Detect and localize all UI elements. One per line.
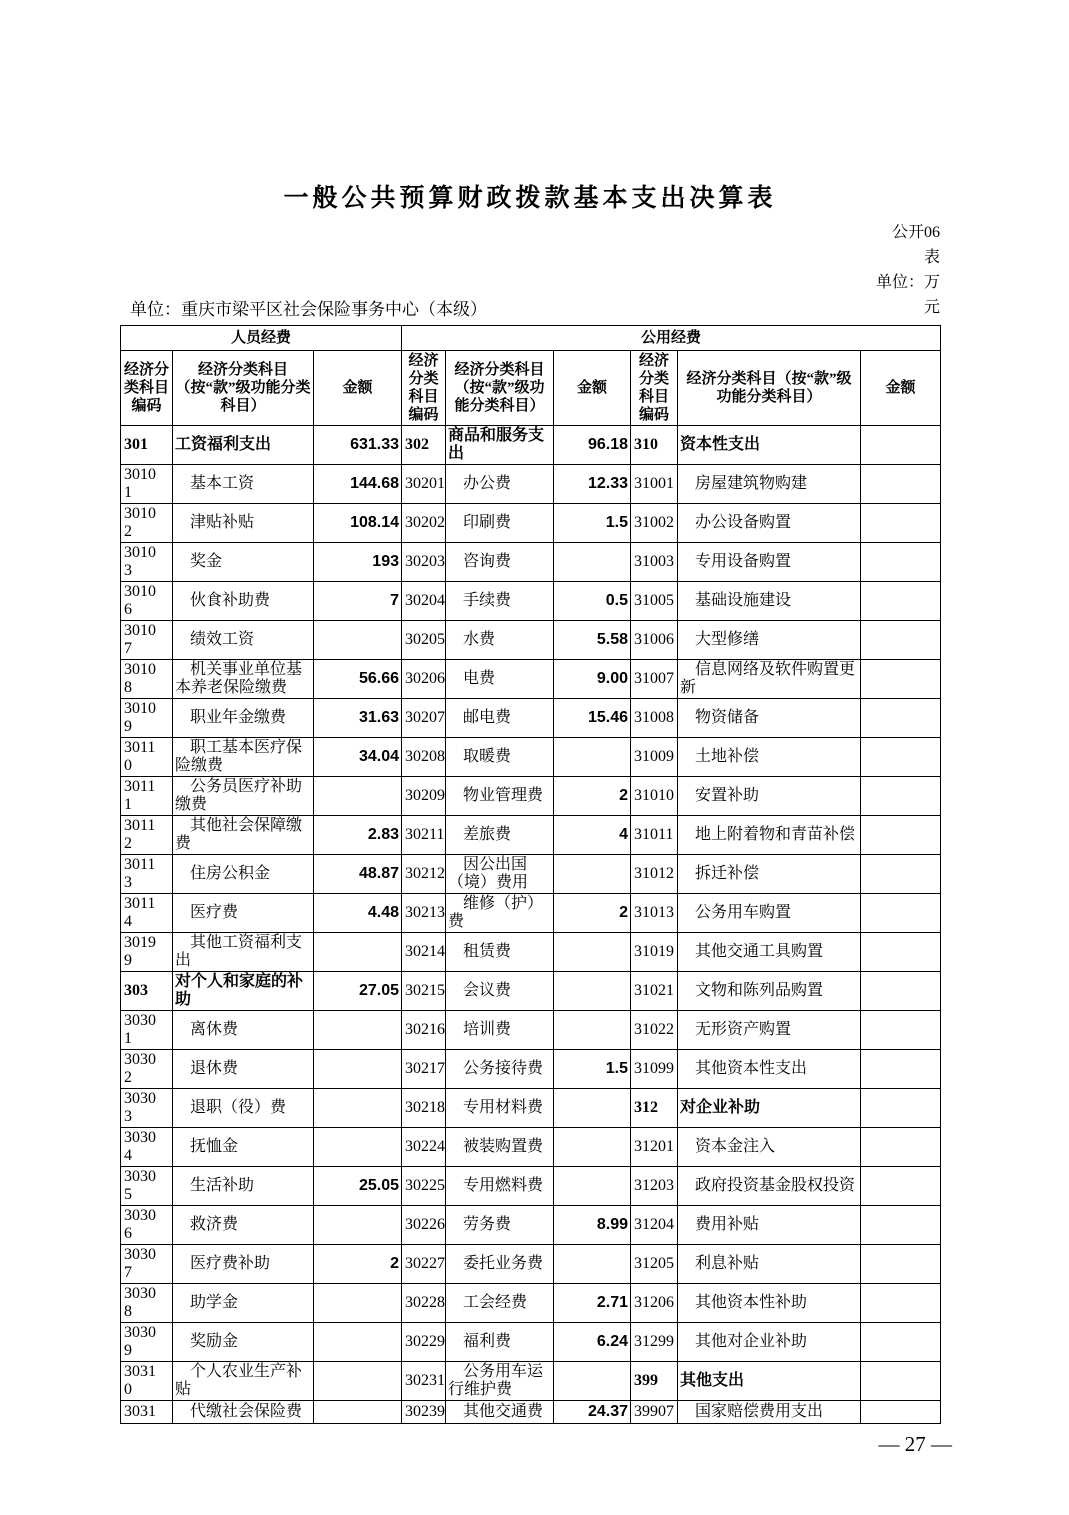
subject-cell: 津贴补贴 [173, 504, 314, 543]
code-cell: 30227 [402, 1245, 446, 1284]
code-cell: 30303 [121, 1089, 173, 1128]
subject-cell: 专用材料费 [446, 1089, 554, 1128]
subject-cell: 职业年金缴费 [173, 699, 314, 738]
code-cell: 31012 [631, 855, 678, 894]
code-cell: 30203 [402, 543, 446, 582]
code-cell: 30199 [121, 933, 173, 972]
subject-cell: 培训费 [446, 1011, 554, 1050]
amount-cell [861, 1050, 941, 1089]
subject-cell: 被装购置费 [446, 1128, 554, 1167]
code-cell: 30103 [121, 543, 173, 582]
subject-cell: 奖金 [173, 543, 314, 582]
amount-cell [861, 465, 941, 504]
code-cell: 30209 [402, 777, 446, 816]
table-row [121, 1245, 941, 1284]
code-cell: 30229 [402, 1323, 446, 1362]
table-row [121, 660, 941, 699]
subject-cell: 公务员医疗补助缴费 [173, 777, 314, 816]
amount-cell: 56.66 [314, 660, 402, 699]
amount-cell [314, 777, 402, 816]
amount-cell: 2 [554, 894, 631, 933]
subject-cell: 维修（护）费 [446, 894, 554, 933]
subject-cell: 资本性支出 [678, 426, 861, 465]
amount-cell: 2 [314, 1245, 402, 1284]
subject-cell: 退休费 [173, 1050, 314, 1089]
table-row [121, 1089, 941, 1128]
subject-cell: 水费 [446, 621, 554, 660]
subject-cell: 土地补偿 [678, 738, 861, 777]
section-header-personnel: 人员经费 [121, 326, 402, 351]
subject-cell: 其他社会保障缴费 [173, 816, 314, 855]
subject-cell: 其他工资福利支出 [173, 933, 314, 972]
amount-cell [861, 1323, 941, 1362]
amount-cell [861, 660, 941, 699]
amount-cell [554, 543, 631, 582]
subject-cell: 基础设施建设 [678, 582, 861, 621]
code-cell: 302 [402, 426, 446, 465]
subject-cell: 住房公积金 [173, 855, 314, 894]
subject-cell: 专用设备购置 [678, 543, 861, 582]
table-row [121, 582, 941, 621]
subject-cell: 文物和陈列品购置 [678, 972, 861, 1011]
column-header-code: 经济分类科目编码 [631, 351, 678, 426]
amount-cell [861, 1245, 941, 1284]
amount-cell [554, 855, 631, 894]
subject-cell: 伙食补助费 [173, 582, 314, 621]
code-cell: 30108 [121, 660, 173, 699]
subject-cell: 其他对企业补助 [678, 1323, 861, 1362]
code-cell: 30202 [402, 504, 446, 543]
amount-cell [314, 1206, 402, 1245]
code-cell: 31099 [631, 1050, 678, 1089]
subject-cell: 商品和服务支出 [446, 426, 554, 465]
code-cell: 30102 [121, 504, 173, 543]
amount-cell [861, 504, 941, 543]
amount-cell: 25.05 [314, 1167, 402, 1206]
subject-cell: 医疗费补助 [173, 1245, 314, 1284]
amount-cell [554, 1362, 631, 1401]
subject-cell: 其他交通费 [446, 1401, 554, 1424]
subject-cell: 福利费 [446, 1323, 554, 1362]
code-cell: 30207 [402, 699, 446, 738]
amount-cell [314, 1401, 402, 1424]
code-cell: 31008 [631, 699, 678, 738]
code-cell: 3031 [121, 1401, 173, 1424]
subject-cell: 公务用车运行维护费 [446, 1362, 554, 1401]
amount-cell [861, 621, 941, 660]
code-cell: 31002 [631, 504, 678, 543]
subject-cell: 租赁费 [446, 933, 554, 972]
code-cell: 31299 [631, 1323, 678, 1362]
code-cell: 30309 [121, 1323, 173, 1362]
subject-cell: 因公出国（境）费用 [446, 855, 554, 894]
table-row [121, 1050, 941, 1089]
amount-cell [314, 621, 402, 660]
code-cell: 39907 [631, 1401, 678, 1424]
subject-cell: 机关事业单位基本养老保险缴费 [173, 660, 314, 699]
subject-cell: 劳务费 [446, 1206, 554, 1245]
amount-cell [554, 1245, 631, 1284]
code-cell: 30228 [402, 1284, 446, 1323]
doc-label-line: 元 [923, 299, 940, 316]
code-cell: 31204 [631, 1206, 678, 1245]
amount-cell: 12.33 [554, 465, 631, 504]
subject-cell: 医疗费 [173, 894, 314, 933]
amount-cell [314, 1089, 402, 1128]
amount-cell [861, 894, 941, 933]
subject-cell: 印刷费 [446, 504, 554, 543]
subject-cell: 物资储备 [678, 699, 861, 738]
table-row [121, 1401, 941, 1424]
amount-cell [861, 1206, 941, 1245]
amount-cell [861, 1401, 941, 1424]
section-header-public: 公用经费 [402, 326, 941, 351]
code-cell: 30310 [121, 1362, 173, 1401]
amount-cell [861, 699, 941, 738]
column-header-row [121, 351, 941, 426]
code-cell: 30111 [121, 777, 173, 816]
table-row [121, 1128, 941, 1167]
amount-cell: 1.5 [554, 1050, 631, 1089]
section-header-row [121, 326, 941, 351]
amount-cell [554, 972, 631, 1011]
code-cell: 30215 [402, 972, 446, 1011]
table-row [121, 855, 941, 894]
table-row [121, 1284, 941, 1323]
amount-cell: 4 [554, 816, 631, 855]
code-cell: 30212 [402, 855, 446, 894]
subject-cell: 绩效工资 [173, 621, 314, 660]
code-cell: 301 [121, 426, 173, 465]
expenditure-table [120, 325, 941, 1424]
page-number: — 27 — [878, 1432, 952, 1456]
subject-cell: 办公费 [446, 465, 554, 504]
subject-cell: 会议费 [446, 972, 554, 1011]
amount-cell: 631.33 [314, 426, 402, 465]
table-row [121, 504, 941, 543]
column-header-subject: 经济分类科目（按“款”级功能分类科目） [173, 351, 314, 426]
amount-cell: 4.48 [314, 894, 402, 933]
amount-cell: 2.83 [314, 816, 402, 855]
subject-cell: 对个人和家庭的补助 [173, 972, 314, 1011]
table-row [121, 543, 941, 582]
subject-cell: 物业管理费 [446, 777, 554, 816]
code-cell: 30201 [402, 465, 446, 504]
table-row [121, 972, 941, 1011]
amount-cell [314, 1050, 402, 1089]
amount-cell: 15.46 [554, 699, 631, 738]
amount-cell [861, 855, 941, 894]
code-cell: 30217 [402, 1050, 446, 1089]
code-cell: 30226 [402, 1206, 446, 1245]
code-cell: 399 [631, 1362, 678, 1401]
subject-cell: 安置补助 [678, 777, 861, 816]
code-cell: 31011 [631, 816, 678, 855]
amount-cell: 193 [314, 543, 402, 582]
code-cell: 30211 [402, 816, 446, 855]
code-cell: 30216 [402, 1011, 446, 1050]
subject-cell: 代缴社会保险费 [173, 1401, 314, 1424]
amount-cell: 2 [554, 777, 631, 816]
amount-cell [861, 1167, 941, 1206]
code-cell: 31203 [631, 1167, 678, 1206]
code-cell: 31205 [631, 1245, 678, 1284]
code-cell: 30302 [121, 1050, 173, 1089]
subject-cell: 邮电费 [446, 699, 554, 738]
subject-cell: 工会经费 [446, 1284, 554, 1323]
subject-cell: 国家赔偿费用支出 [678, 1401, 861, 1424]
subject-cell: 其他资本性支出 [678, 1050, 861, 1089]
subject-cell: 委托业务费 [446, 1245, 554, 1284]
code-cell: 30107 [121, 621, 173, 660]
code-cell: 31005 [631, 582, 678, 621]
subject-cell: 退职（役）费 [173, 1089, 314, 1128]
subject-cell: 奖励金 [173, 1323, 314, 1362]
code-cell: 30231 [402, 1362, 446, 1401]
code-cell: 31003 [631, 543, 678, 582]
subject-cell: 电费 [446, 660, 554, 699]
column-header-subject: 经济分类科目（按“款”级功能分类科目） [678, 351, 861, 426]
amount-cell [554, 1167, 631, 1206]
code-cell: 30304 [121, 1128, 173, 1167]
amount-cell [861, 1284, 941, 1323]
code-cell: 310 [631, 426, 678, 465]
subject-cell: 其他支出 [678, 1362, 861, 1401]
code-cell: 30224 [402, 1128, 446, 1167]
subject-cell: 专用燃料费 [446, 1167, 554, 1206]
amount-cell [314, 1284, 402, 1323]
amount-cell [861, 933, 941, 972]
table-row [121, 465, 941, 504]
amount-cell [554, 933, 631, 972]
column-header-code: 经济分类科目编码 [402, 351, 446, 426]
code-cell: 31201 [631, 1128, 678, 1167]
subject-cell: 公务用车购置 [678, 894, 861, 933]
subject-cell: 利息补贴 [678, 1245, 861, 1284]
subject-cell: 工资福利支出 [173, 426, 314, 465]
amount-cell: 8.99 [554, 1206, 631, 1245]
code-cell: 30206 [402, 660, 446, 699]
code-cell: 30110 [121, 738, 173, 777]
unit-line: 单位：重庆市梁平区社会保险事务中心（本级） [130, 300, 487, 319]
code-cell: 31019 [631, 933, 678, 972]
subject-cell: 对企业补助 [678, 1089, 861, 1128]
code-cell: 30218 [402, 1089, 446, 1128]
subject-cell: 信息网络及软件购置更新 [678, 660, 861, 699]
subject-cell: 拆迁补偿 [678, 855, 861, 894]
table-row [121, 1011, 941, 1050]
code-cell: 31009 [631, 738, 678, 777]
table-row [121, 1323, 941, 1362]
subject-cell: 咨询费 [446, 543, 554, 582]
code-cell: 30305 [121, 1167, 173, 1206]
subject-cell: 房屋建筑物购建 [678, 465, 861, 504]
subject-cell: 离休费 [173, 1011, 314, 1050]
subject-cell: 公务接待费 [446, 1050, 554, 1089]
code-cell: 31021 [631, 972, 678, 1011]
amount-cell: 2.71 [554, 1284, 631, 1323]
table-row [121, 777, 941, 816]
code-cell: 31206 [631, 1284, 678, 1323]
amount-cell [861, 1011, 941, 1050]
amount-cell [314, 1011, 402, 1050]
code-cell: 30112 [121, 816, 173, 855]
subject-cell: 差旅费 [446, 816, 554, 855]
code-cell: 30306 [121, 1206, 173, 1245]
page-title: 一般公共预算财政拨款基本支出决算表 [283, 185, 777, 212]
column-header-amount: 金额 [861, 351, 941, 426]
code-cell: 30214 [402, 933, 446, 972]
column-header-amount: 金额 [314, 351, 402, 426]
column-header-code: 经济分类科目编码 [121, 351, 173, 426]
doc-label-line: 表 [923, 249, 940, 266]
subject-cell: 其他资本性补助 [678, 1284, 861, 1323]
amount-cell: 1.5 [554, 504, 631, 543]
code-cell: 30301 [121, 1011, 173, 1050]
amount-cell [861, 972, 941, 1011]
table-row [121, 1206, 941, 1245]
amount-cell: 96.18 [554, 426, 631, 465]
amount-cell [861, 426, 941, 465]
subject-cell: 大型修缮 [678, 621, 861, 660]
amount-cell [554, 738, 631, 777]
code-cell: 30205 [402, 621, 446, 660]
amount-cell [314, 1323, 402, 1362]
amount-cell [861, 1362, 941, 1401]
code-cell: 30307 [121, 1245, 173, 1284]
subject-cell: 资本金注入 [678, 1128, 861, 1167]
table-row [121, 699, 941, 738]
amount-cell [314, 933, 402, 972]
table-row [121, 1167, 941, 1206]
column-header-amount: 金额 [554, 351, 631, 426]
amount-cell [861, 1089, 941, 1128]
table-row [121, 426, 941, 465]
subject-cell: 取暖费 [446, 738, 554, 777]
code-cell: 312 [631, 1089, 678, 1128]
amount-cell: 7 [314, 582, 402, 621]
amount-cell [554, 1128, 631, 1167]
subject-cell: 无形资产购置 [678, 1011, 861, 1050]
amount-cell [861, 816, 941, 855]
code-cell: 30213 [402, 894, 446, 933]
code-cell: 31010 [631, 777, 678, 816]
amount-cell [314, 1362, 402, 1401]
table-row [121, 738, 941, 777]
amount-cell: 108.14 [314, 504, 402, 543]
subject-cell: 生活补助 [173, 1167, 314, 1206]
code-cell: 30204 [402, 582, 446, 621]
code-cell: 303 [121, 972, 173, 1011]
amount-cell [861, 582, 941, 621]
code-cell: 30225 [402, 1167, 446, 1206]
amount-cell [861, 738, 941, 777]
table-row [121, 816, 941, 855]
amount-cell [554, 1011, 631, 1050]
code-cell: 30106 [121, 582, 173, 621]
amount-cell [861, 1128, 941, 1167]
subject-cell: 其他交通工具购置 [678, 933, 861, 972]
code-cell: 30114 [121, 894, 173, 933]
amount-cell: 34.04 [314, 738, 402, 777]
table-row [121, 621, 941, 660]
subject-cell: 基本工资 [173, 465, 314, 504]
amount-cell [861, 777, 941, 816]
subject-cell: 抚恤金 [173, 1128, 314, 1167]
table-row [121, 1362, 941, 1401]
amount-cell [861, 543, 941, 582]
code-cell: 31022 [631, 1011, 678, 1050]
table-row [121, 933, 941, 972]
code-cell: 30101 [121, 465, 173, 504]
subject-cell: 手续费 [446, 582, 554, 621]
doc-label-line: 单位：万 [875, 274, 940, 291]
amount-cell: 9.00 [554, 660, 631, 699]
subject-cell: 救济费 [173, 1206, 314, 1245]
amount-cell [314, 1128, 402, 1167]
code-cell: 31007 [631, 660, 678, 699]
code-cell: 30109 [121, 699, 173, 738]
amount-cell: 144.68 [314, 465, 402, 504]
code-cell: 30308 [121, 1284, 173, 1323]
code-cell: 30113 [121, 855, 173, 894]
code-cell: 31006 [631, 621, 678, 660]
subject-cell: 政府投资基金股权投资 [678, 1167, 861, 1206]
subject-cell: 职工基本医疗保险缴费 [173, 738, 314, 777]
subject-cell: 地上附着物和青苗补偿 [678, 816, 861, 855]
amount-cell: 6.24 [554, 1323, 631, 1362]
code-cell: 30208 [402, 738, 446, 777]
column-header-subject: 经济分类科目（按“款”级功能分类科目） [446, 351, 554, 426]
subject-cell: 个人农业生产补贴 [173, 1362, 314, 1401]
code-cell: 31013 [631, 894, 678, 933]
subject-cell: 助学金 [173, 1284, 314, 1323]
amount-cell: 27.05 [314, 972, 402, 1011]
table-row [121, 894, 941, 933]
subject-cell: 办公设备购置 [678, 504, 861, 543]
amount-cell [554, 1089, 631, 1128]
amount-cell: 0.5 [554, 582, 631, 621]
subject-cell: 费用补贴 [678, 1206, 861, 1245]
doc-label-line: 公开06 [891, 224, 940, 241]
code-cell: 31001 [631, 465, 678, 504]
table-body [121, 426, 941, 1424]
amount-cell: 31.63 [314, 699, 402, 738]
amount-cell: 5.58 [554, 621, 631, 660]
amount-cell: 48.87 [314, 855, 402, 894]
amount-cell: 24.37 [554, 1401, 631, 1424]
code-cell: 30239 [402, 1401, 446, 1424]
